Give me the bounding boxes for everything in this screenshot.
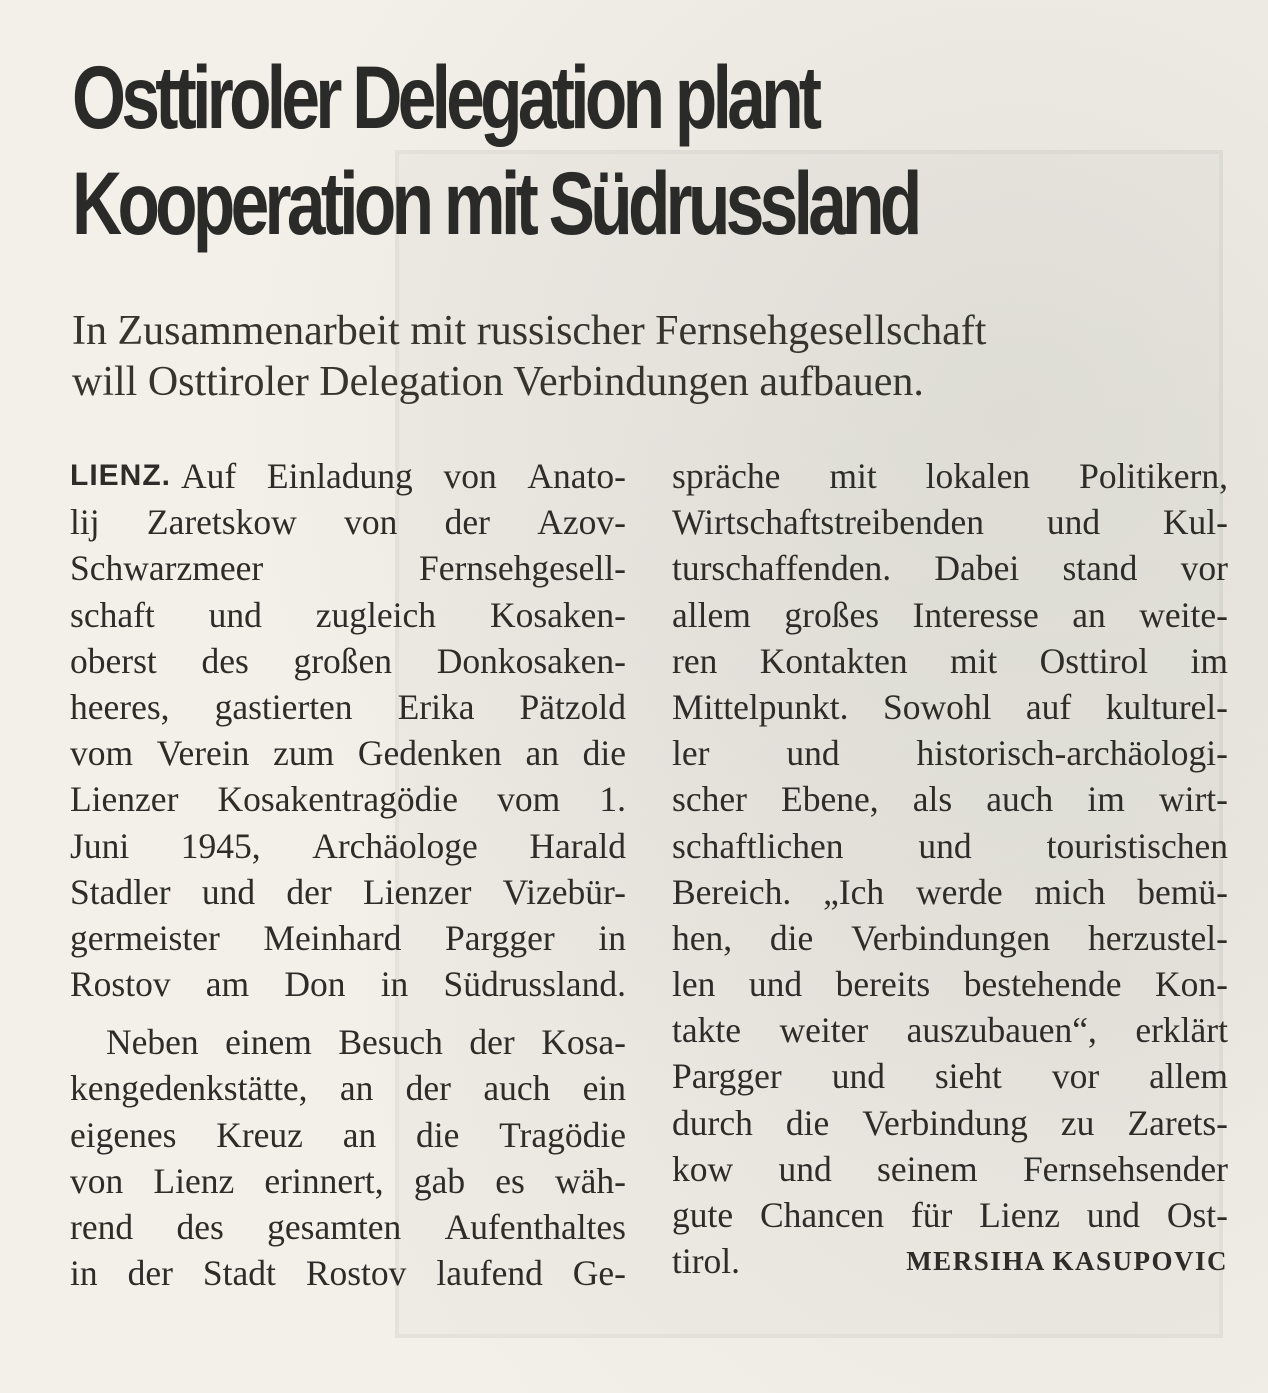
word: und [208,594,262,635]
word: in [598,917,626,958]
dateline: LIENZ. [70,459,171,492]
word: lokalen [925,456,1031,496]
word: einem [225,1022,312,1063]
word: an [525,733,559,774]
word: historisch-archäologi- [916,733,1228,774]
text-line [70,1204,626,1250]
word: und [748,964,803,1005]
word: Fernsehsender [1022,1148,1228,1189]
text-line [672,1053,1228,1099]
word: hen, [672,917,733,958]
word: Südrussland. [443,964,626,1005]
word: Interesse [912,594,1039,635]
word: Kontakten [759,640,908,681]
word: der [444,502,490,543]
word: takte [672,1010,741,1051]
word: der [127,1253,173,1294]
word: Kreuz [216,1114,303,1155]
word: Lienzer [70,779,179,820]
word: Verbindungen [851,917,1051,958]
text-line [672,638,1228,684]
word: und [201,871,256,912]
word: Einladung [266,456,413,496]
text-line [672,1007,1228,1053]
word: Kul- [1162,502,1228,543]
word: herzustel- [1088,917,1228,958]
word: an [342,1114,377,1155]
word: Zarets- [1127,1102,1228,1143]
word: Pargger [445,917,555,958]
subheadline [72,306,1222,408]
word: stand [1062,548,1138,589]
text-line [672,869,1228,915]
text-line [70,776,626,822]
word: vor [1180,548,1228,589]
word: Aufenthaltes [444,1207,626,1247]
word: Politikern, [1079,456,1228,496]
word: Schwarzmeer [70,548,264,589]
text-line [70,1112,626,1158]
word: des [176,1207,224,1247]
word: gab [413,1160,466,1201]
word: der [405,1068,452,1109]
word: oberst [70,640,157,681]
subheadline-line-2: will Osttiroler Delegation Verbindungen aufbauen. [72,359,924,405]
text-line [672,1146,1228,1192]
article-column-left [70,453,626,1296]
text-line [672,776,1228,822]
word: Ge- [572,1253,626,1294]
text-line [70,1065,626,1111]
word: und [1046,502,1101,543]
word: zugleich [315,594,437,635]
word: zum [273,733,335,774]
word: auf [1025,686,1072,727]
word: Erika [397,686,475,727]
word: Rostov [305,1253,407,1294]
word: vom [70,733,134,774]
word: zu [1060,1102,1095,1143]
word: Wirtschaftstreibenden [672,502,985,543]
word: in [380,964,409,1005]
text-line [672,915,1228,961]
word: spräche [672,456,781,496]
word: Bereich. [672,871,792,912]
word: es [495,1160,525,1201]
word: mit [949,640,998,681]
headline-line-2: Kooperation mit Südrussland [72,153,918,253]
word: Kosaken- [489,594,626,635]
text-line [672,499,1228,545]
word: Vizebür- [502,871,626,912]
word: 1945, [180,825,261,866]
word: mit [829,456,877,496]
word: der [469,1022,515,1063]
author-byline: MERSIHA KASUPOVIC [906,1246,1228,1277]
word: Ebene, [781,779,879,820]
word: Lienz [979,1195,1060,1235]
word: im [1190,640,1228,681]
text-line [70,545,626,591]
word: wäh- [555,1160,626,1201]
word: Lienzer [363,871,472,912]
word: bestehende [963,964,1122,1005]
word: im [1087,779,1125,820]
word: der [286,871,332,912]
word: gesamten [267,1207,402,1247]
word: schaft [70,594,155,635]
word: und [786,733,840,774]
word: Archäologe [312,825,478,866]
word: Gedenken [357,733,502,774]
word: die [415,1114,460,1155]
word: weiter [779,1010,869,1051]
word: seinem [877,1148,978,1189]
word: ren [672,640,718,681]
word: tirol. [672,1241,741,1282]
word: Harald [529,825,626,866]
word: Osttirol [1039,640,1149,681]
word: heeres, [70,686,170,727]
word: kengedenkstätte, [70,1068,308,1109]
text-line [672,1100,1228,1146]
word: ein [582,1068,626,1109]
word: wirt- [1158,779,1228,820]
text-line [672,1192,1228,1238]
text-line [70,730,626,776]
word: Kon- [1154,964,1228,1005]
text-line-rest [106,1019,626,1065]
word: eigenes [70,1114,177,1155]
word: rend [70,1207,134,1247]
word: auszubauen“, [906,1010,1097,1051]
word: erinnert, [264,1160,384,1201]
word: scher [672,779,747,820]
word: Fernsehgesell- [418,548,626,589]
word: an [339,1068,374,1109]
word: an [1072,594,1106,635]
word: allem [1149,1056,1228,1097]
word: Verein [156,733,250,774]
word: vom [497,779,561,820]
word: lij [70,502,100,543]
word: werde [915,871,1003,912]
text-line [672,684,1228,730]
word: Verbindung [862,1102,1028,1143]
word: kulturel- [1105,686,1228,727]
article-column-right [672,453,1228,1284]
word: Anato- [527,456,626,496]
text-line-rest [181,453,626,499]
word: die [769,917,814,958]
text-line [672,961,1228,1007]
word: und [918,825,972,866]
word: mich [1034,871,1106,912]
word: Dabei [934,548,1020,589]
text-line [70,823,626,869]
text-line [70,638,626,684]
word: Kosa- [541,1022,626,1063]
word: allem [672,594,751,635]
text-line [672,730,1228,776]
headline [72,44,946,256]
word: Azov- [537,502,626,543]
word: Tragödie [499,1114,626,1155]
word: Chancen [759,1195,885,1235]
paragraph-break [70,1007,626,1019]
word: turschaffenden. [672,548,892,589]
word: „Ich [823,871,885,912]
text-line [70,1250,626,1296]
word: Zaretskow [146,502,297,543]
word: Lienz [153,1160,235,1201]
text-line [672,545,1228,591]
word: Donkosaken- [436,640,626,681]
word: laufend [436,1253,543,1294]
word: Kosakentragödie [217,779,459,820]
text-line [672,592,1228,638]
word: ler [672,733,710,774]
word: großen [293,640,393,681]
word: und [831,1056,885,1097]
text-line [70,1019,626,1065]
word: von [70,1160,124,1201]
text-line [70,499,626,545]
word: die [785,1102,830,1143]
word: erklärt [1135,1010,1228,1051]
word: vor [1051,1056,1100,1097]
word: Neben [106,1022,199,1063]
word: am [205,964,250,1005]
word: auch [986,779,1054,820]
text-line [70,961,626,1007]
word: als [912,779,953,820]
word: und [1086,1195,1141,1235]
word: weite- [1139,594,1228,635]
word: Stadler [70,871,171,912]
word: Rostov [70,964,171,1005]
word: für [910,1195,953,1235]
word: Don [284,964,346,1005]
word: Besuch [338,1022,443,1063]
text-line [70,453,626,499]
word: die [582,733,626,774]
word: Mittelpunkt. [672,686,849,727]
word: schaftlichen [672,825,844,866]
text-line [70,1158,626,1204]
word: durch [672,1102,753,1143]
word: touristischen [1046,825,1228,866]
word: von [443,456,497,496]
text-line [70,869,626,915]
word: Pargger [672,1056,782,1097]
word: sieht [934,1056,1002,1097]
word: bereits [835,964,931,1005]
word: gute [672,1195,734,1235]
text-line [70,592,626,638]
word: des [201,640,249,681]
word: kow [672,1148,734,1189]
word: gastierten [214,686,353,727]
word: Juni [70,825,130,866]
word: Auf [181,456,237,496]
word: und [778,1148,832,1189]
word: Sowohl [882,686,992,727]
text-line [70,915,626,961]
word: 1. [599,779,626,820]
word: von [344,502,398,543]
word: großes [784,594,880,635]
word: in [70,1253,98,1294]
text-line [672,823,1228,869]
word: Meinhard [263,917,402,958]
word: bemü- [1137,871,1228,912]
subheadline-line-1: In Zusammenarbeit mit russischer Fernsehgesellschaft [72,308,987,354]
text-line [672,453,1228,499]
text-line [70,684,626,730]
word: len [672,964,716,1005]
text-line [672,1238,1228,1284]
headline-line-1: Osttiroler Delegation plant [72,47,818,147]
word: Stadt [202,1253,276,1294]
word: auch [483,1068,551,1109]
word: Ost- [1166,1195,1228,1235]
word: germeister [70,917,220,958]
word: Pätzold [519,686,626,727]
